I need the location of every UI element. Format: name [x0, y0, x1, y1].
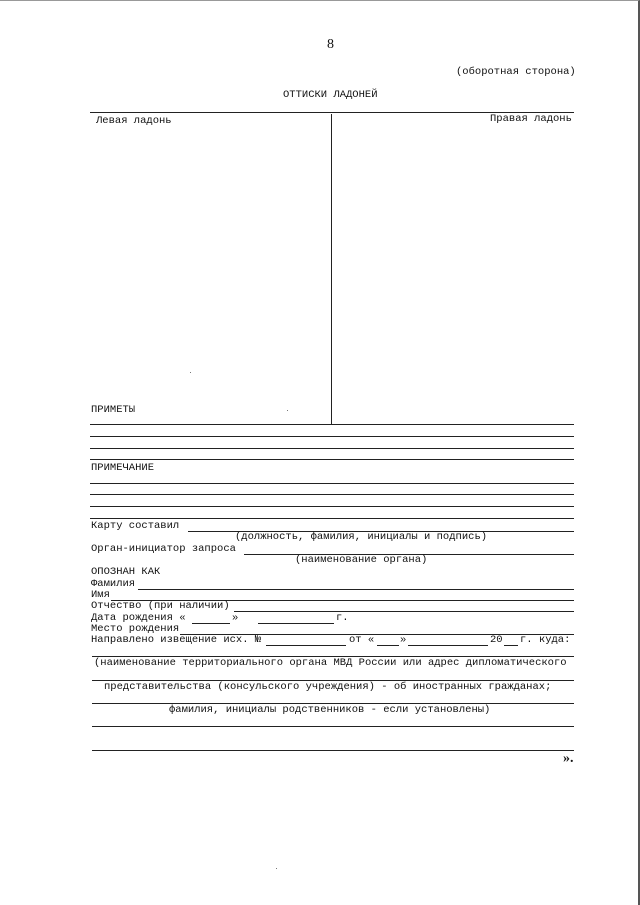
patronymic-label: Отчество (при наличии): [91, 600, 230, 612]
recipient-line-4[interactable]: [92, 726, 574, 727]
notice-quote: »: [400, 634, 407, 646]
surname-label: Фамилия: [91, 578, 136, 590]
birth-date-quote: »: [232, 612, 239, 624]
surname-field[interactable]: [138, 589, 574, 590]
section-title: ОТТИСКИ ЛАДОНЕЙ: [283, 89, 378, 101]
signs-line-1: [90, 424, 574, 425]
recipient-hint-2: представительства (консульского учреждения) - об иностранных гражданах;: [104, 681, 552, 693]
initiator-label: Орган-инициатор запроса: [91, 543, 236, 555]
note-label: ПРИМЕЧАНИЕ: [91, 462, 155, 474]
note-line-1: [90, 483, 574, 484]
recipient-line-5[interactable]: [92, 750, 574, 751]
notice-year-field[interactable]: [504, 645, 518, 646]
signs-line-4: [90, 459, 574, 460]
signs-line-3: [90, 448, 574, 449]
notice-label: Направлено извещение исх. №: [91, 634, 262, 646]
scan-speck: [190, 372, 191, 373]
scan-speck: [287, 410, 288, 411]
notice-month-field[interactable]: [408, 645, 488, 646]
initiator-hint: (наименование органа): [295, 554, 428, 566]
reverse-side-note: (оборотная сторона): [456, 66, 576, 78]
notice-from-label: от «: [349, 634, 375, 646]
notice-year-prefix: 20: [490, 634, 503, 646]
notice-day-field[interactable]: [377, 645, 399, 646]
birth-date-month-field[interactable]: [258, 623, 334, 624]
note-line-3: [90, 506, 574, 507]
notice-where-label: г. куда:: [520, 634, 571, 646]
closing-quote: ».: [563, 751, 574, 766]
name-label: Имя: [91, 589, 110, 601]
page-number: 8: [327, 37, 334, 52]
left-palm-label: Левая ладонь: [96, 115, 172, 127]
patronymic-field[interactable]: [234, 611, 574, 612]
birth-date-year-suffix: г.: [336, 612, 349, 624]
compiled-by-label: Карту составил: [91, 520, 180, 532]
recipient-hint-3: фамилия, инициалы родственников - если установлены): [169, 704, 491, 716]
scan-speck: [276, 868, 277, 869]
signs-line-2: [90, 436, 574, 437]
birth-date-day-field[interactable]: [192, 623, 230, 624]
identified-as-label: ОПОЗНАН КАК: [91, 566, 161, 578]
compiled-by-hint: (должность, фамилия, инициалы и подпись): [235, 531, 488, 543]
note-line-2: [90, 494, 574, 495]
palms-divider: [331, 114, 332, 424]
birth-place-label: Место рождения: [91, 623, 180, 635]
notice-number-field[interactable]: [266, 645, 346, 646]
birth-date-label: Дата рождения «: [91, 612, 186, 624]
signs-label: ПРИМЕТЫ: [91, 404, 136, 416]
note-line-4: [90, 518, 574, 519]
right-palm-label: Правая ладонь: [490, 113, 572, 125]
recipient-hint-1: (наименование территориального органа МВД России или адрес дипломатического: [94, 657, 567, 669]
